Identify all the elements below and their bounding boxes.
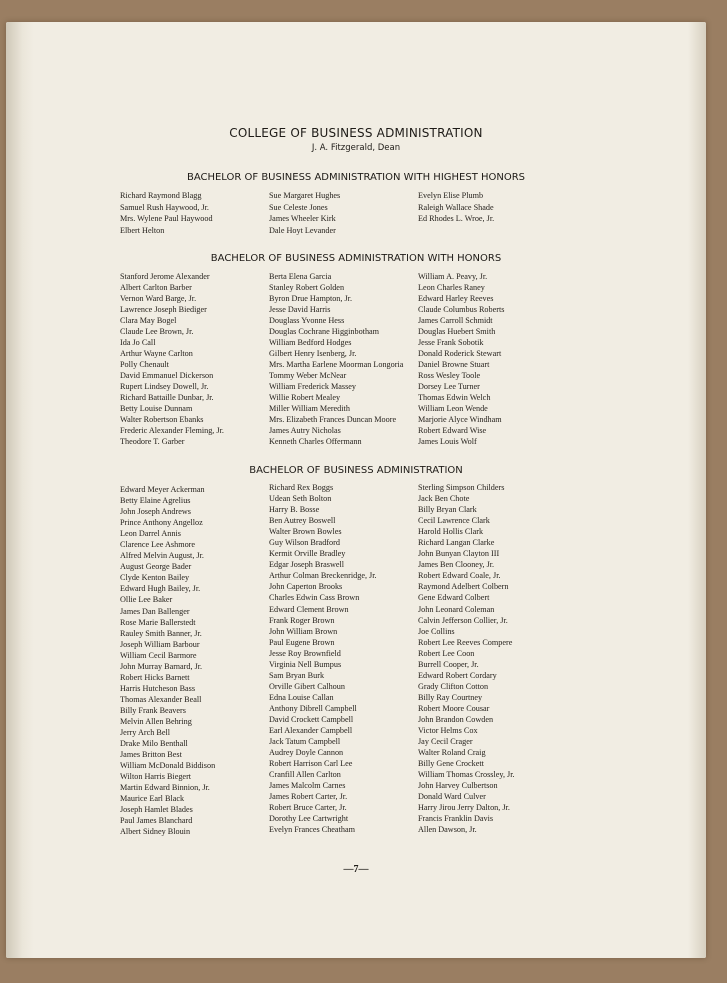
page-number: —7— — [343, 864, 369, 875]
graduate-name: Marjorie Alyce Windham — [418, 415, 502, 424]
graduate-name: Lawrence Joseph Biediger — [120, 305, 207, 314]
graduate-name: Jesse Frank Sobotik — [418, 338, 484, 347]
graduate-name: Joe Collins — [418, 626, 455, 636]
graduate-name: Edward Clement Brown — [269, 604, 349, 614]
graduate-name: Raymond Adelbert Colbern — [418, 582, 509, 592]
graduate-name: Richard Raymond Blagg — [120, 191, 202, 200]
graduate-name: Robert Lee Coon — [418, 648, 475, 658]
graduate-name: Billy Frank Beavers — [120, 705, 186, 715]
bachelor-column-3 — [418, 482, 515, 836]
graduate-name: Harry B. Bosse — [269, 505, 320, 515]
graduate-name: Walter Roland Craig — [418, 748, 486, 758]
graduate-name: Clyde Kenton Bailey — [120, 573, 190, 583]
graduate-name: Douglas Cochrane Higginbotham — [269, 327, 380, 336]
graduate-name: Kenneth Charles Offermann — [269, 437, 362, 446]
graduate-name: William Cecil Barmore — [120, 650, 197, 660]
graduate-name: Leon Darrel Annis — [120, 529, 181, 539]
graduate-name: John Leonard Coleman — [418, 604, 495, 614]
binding-gutter — [6, 22, 34, 958]
graduate-name: Guy Wilson Bradford — [269, 538, 340, 548]
graduate-name: John Caperton Brooks — [269, 582, 343, 592]
graduate-name: Sue Margaret Hughes — [269, 191, 341, 200]
highest-honors-column-2 — [269, 190, 340, 236]
graduate-name: Donald Ward Culver — [418, 792, 486, 802]
graduate-name: Alfred Melvin August, Jr. — [120, 551, 204, 561]
graduate-name: Billy Bryan Clark — [418, 505, 477, 515]
graduate-name: Evelyn Frances Cheatham — [269, 825, 355, 835]
highest-honors-column-3 — [418, 190, 494, 225]
graduate-name: Mrs. Wylene Paul Haywood — [120, 214, 213, 224]
graduate-name: David Emmanuel Dickerson — [120, 371, 214, 380]
graduate-name: Edward Robert Cordary — [418, 670, 497, 680]
dean-name: J. A. Fitzgerald, Dean — [311, 143, 401, 153]
graduate-name: Donald Roderick Stewart — [418, 349, 502, 358]
graduate-name: Edna Louise Callan — [269, 692, 334, 702]
graduate-name: Paul Eugene Brown — [269, 637, 335, 647]
graduate-name: Robert Bruce Carter, Jr. — [269, 803, 347, 813]
graduate-name: Sue Celeste Jones — [269, 202, 328, 212]
graduate-name: Robert Edward Wise — [418, 426, 487, 435]
graduate-name: Jay Cecil Crager — [418, 737, 473, 747]
graduate-name: Betty Elaine Agrelius — [120, 496, 191, 506]
graduate-name: Victor Helms Cox — [418, 726, 478, 736]
graduate-name: William A. Peavy, Jr. — [418, 272, 488, 281]
graduate-name: Claude Columbus Roberts — [418, 305, 505, 314]
graduate-name: James Dan Ballenger — [120, 606, 190, 616]
graduate-name: John Harvey Culbertson — [418, 781, 498, 791]
graduate-name: William Thomas Crossley, Jr. — [418, 770, 515, 780]
graduate-name: Evelyn Elise Plumb — [418, 191, 484, 200]
graduate-name: Dorothy Lee Cartwright — [269, 814, 349, 824]
graduate-name: Robert Lee Reeves Compere — [418, 637, 513, 647]
graduate-name: James Carroll Schmidt — [418, 316, 493, 325]
graduate-name: Allen Dawson, Jr. — [418, 825, 477, 835]
graduate-name: Edward Harley Reeves — [418, 294, 494, 303]
graduate-name: Willie Robert Mealey — [269, 393, 341, 402]
graduate-name: William Leon Wende — [418, 404, 488, 413]
graduate-name: Udean Seth Bolton — [269, 494, 332, 504]
graduate-name: James Wheeler Kirk — [269, 214, 336, 224]
bachelor-column-1 — [120, 484, 215, 838]
graduate-name: Claude Lee Brown, Jr. — [120, 327, 194, 336]
graduate-name: Prince Anthony Angelloz — [120, 518, 203, 528]
graduate-name: James Autry Nicholas — [269, 426, 341, 435]
graduate-name: Paul James Blanchard — [120, 816, 193, 826]
graduate-name: Daniel Browne Stuart — [418, 360, 490, 369]
graduate-name: William Frederick Massey — [269, 382, 356, 391]
graduate-name: Betty Louise Dunnam — [120, 404, 193, 413]
graduate-name: Walter Robertson Ebanks — [120, 415, 204, 424]
graduate-name: Miller William Meredith — [269, 404, 350, 413]
graduate-name: Polly Chenault — [120, 360, 169, 369]
graduate-name: Robert Harrison Carl Lee — [269, 759, 353, 769]
graduate-name: Robert Hicks Barnett — [120, 672, 190, 682]
graduate-name: Jack Ben Chote — [418, 494, 470, 504]
graduate-name: Cranfill Allen Carlton — [269, 770, 341, 780]
graduate-name: Rauley Smith Banner, Jr. — [120, 628, 202, 638]
graduate-name: Harry Jirou Jerry Dalton, Jr. — [418, 803, 510, 813]
graduate-name: David Crockett Campbell — [269, 714, 354, 724]
graduate-name: Elbert Helton — [120, 225, 165, 235]
graduate-name: Frederic Alexander Fleming, Jr. — [120, 426, 224, 435]
graduate-name: Mrs. Martha Earlene Moorman Longoria — [269, 360, 404, 369]
graduate-name: Cecil Lawrence Clark — [418, 516, 490, 526]
graduate-name: Byron Drue Hampton, Jr. — [269, 294, 353, 303]
graduate-name: Martin Edward Binnion, Jr. — [120, 783, 210, 793]
graduate-name: Earl Alexander Campbell — [269, 726, 353, 736]
graduate-name: Burrell Cooper, Jr. — [418, 659, 479, 669]
graduate-name: Robert Moore Cousar — [418, 703, 490, 713]
graduate-name: Melvin Allen Behring — [120, 716, 192, 726]
graduate-name: Albert Carlton Barber — [120, 283, 192, 292]
graduate-name: Walter Brown Bowles — [269, 527, 342, 537]
graduate-name: Billy Gene Crockett — [418, 759, 484, 769]
graduate-name: Jesse Roy Brownfield — [269, 648, 341, 658]
honors-column-3 — [418, 271, 504, 447]
graduate-name: Richard Battaille Dunbar, Jr. — [120, 393, 214, 402]
graduate-name: Jack Tatum Campbell — [269, 737, 341, 747]
graduate-name: John Murray Barnard, Jr. — [120, 661, 203, 671]
graduate-name: Harris Hutcheson Bass — [120, 683, 196, 693]
graduate-name: James Malcolm Carnes — [269, 781, 346, 791]
graduate-name: Ben Autrey Boswell — [269, 516, 336, 526]
graduate-name: Ross Wesley Toole — [418, 371, 481, 380]
graduate-name: Leon Charles Raney — [418, 283, 485, 292]
graduate-name: Ida Jo Call — [120, 338, 156, 347]
graduate-name: Charles Edwin Cass Brown — [269, 593, 360, 603]
honors-column-1 — [120, 271, 224, 447]
graduate-name: James Ben Clooney, Jr. — [418, 560, 495, 570]
graduate-name: Douglas Huebert Smith — [418, 327, 496, 336]
graduate-name: James Louis Wolf — [418, 437, 477, 446]
graduate-name: Vernon Ward Barge, Jr. — [120, 294, 197, 303]
graduate-name: John Joseph Andrews — [120, 507, 191, 517]
highest-honors-column-1 — [120, 190, 213, 236]
graduate-name: Calvin Jefferson Collier, Jr. — [418, 615, 508, 625]
graduate-name: Sam Bryan Burk — [269, 670, 325, 680]
graduate-name: Theodore T. Garber — [120, 437, 185, 446]
graduate-name: James Robert Carter, Jr. — [269, 792, 348, 802]
graduate-name: Mrs. Elizabeth Frances Duncan Moore — [269, 415, 397, 424]
graduate-name: Richard Langan Clarke — [418, 538, 495, 548]
graduate-name: Dale Hoyt Levander — [269, 225, 336, 235]
graduate-name: Kermit Orville Bradley — [269, 549, 346, 559]
graduate-name: Joseph Hamlet Blades — [120, 805, 193, 815]
page-edge — [688, 22, 706, 958]
graduate-name: Edward Hugh Bailey, Jr. — [120, 584, 201, 594]
graduate-name: Jesse David Harris — [269, 305, 331, 314]
graduate-name: Gene Edward Colbert — [418, 593, 490, 603]
graduate-name: John William Brown — [269, 626, 338, 636]
graduate-name: Sterling Simpson Childers — [418, 483, 505, 492]
graduate-name: Audrey Doyle Cannon — [269, 748, 344, 758]
graduate-name: Gilbert Henry Isenberg, Jr. — [269, 349, 357, 358]
graduate-name: Virginia Nell Bumpus — [269, 659, 342, 669]
highest-honors-heading: BACHELOR OF BUSINESS ADMINISTRATION WITH HIGHEST HONORS — [186, 172, 526, 183]
graduate-name: Arthur Wayne Carlton — [120, 349, 193, 358]
graduate-name: William McDonald Biddison — [120, 761, 216, 771]
graduate-name: Grady Clifton Cotton — [418, 681, 489, 691]
bachelor-column-2 — [269, 482, 377, 836]
graduate-name: Jerry Arch Bell — [120, 728, 171, 738]
graduate-name: Thomas Alexander Beall — [120, 694, 202, 704]
document-page — [6, 22, 706, 958]
college-title: COLLEGE OF BUSINESS ADMINISTRATION — [229, 126, 483, 140]
graduate-name: Harold Hollis Clark — [418, 527, 484, 537]
graduate-name: John Brandon Cowden — [418, 714, 494, 724]
graduate-name: Clarence Lee Ashmore — [120, 540, 196, 550]
graduate-name: Joseph William Barbour — [120, 639, 200, 649]
graduate-name: John Bunyan Clayton III — [418, 549, 500, 559]
graduate-name: Frank Roger Brown — [269, 615, 335, 625]
graduate-name: Raleigh Wallace Shade — [418, 202, 494, 212]
graduate-name: Albert Sidney Blouin — [120, 827, 191, 837]
graduate-name: Douglass Yvonne Hess — [269, 316, 345, 325]
graduate-name: Edward Meyer Ackerman — [120, 485, 205, 494]
graduate-name: Wilton Harris Biegert — [120, 772, 192, 782]
graduate-name: Clara May Bogel — [120, 316, 177, 325]
graduate-name: Dorsey Lee Turner — [418, 382, 480, 391]
graduate-name: Francis Franklin Davis — [418, 814, 494, 824]
graduate-name: Stanley Robert Golden — [269, 283, 345, 292]
graduate-name: Robert Edward Coale, Jr. — [418, 571, 501, 581]
graduate-name: Drake Milo Benthall — [120, 739, 188, 749]
graduate-name: Samuel Rush Haywood, Jr. — [120, 202, 209, 212]
graduate-name: August George Bader — [120, 562, 192, 572]
graduate-name: Rose Marie Ballerstedt — [120, 617, 196, 627]
graduate-name: Orville Gibert Calhoun — [269, 681, 345, 691]
graduate-name: Ed Rhodes L. Wroe, Jr. — [418, 214, 495, 224]
graduate-name: Thomas Edwin Welch — [418, 393, 491, 402]
graduate-name: Maurice Earl Black — [120, 794, 185, 804]
graduate-name: William Bedford Hodges — [269, 338, 352, 347]
bachelor-heading: BACHELOR OF BUSINESS ADMINISTRATION — [249, 465, 463, 476]
graduate-name: Richard Rex Boggs — [269, 483, 334, 492]
graduate-name: Ollie Lee Baker — [120, 595, 173, 605]
graduate-name: Anthony Dibrell Campbell — [269, 703, 357, 713]
honors-heading: BACHELOR OF BUSINESS ADMINISTRATION WITH HONORS — [210, 253, 502, 264]
graduate-name: Stanford Jerome Alexander — [120, 272, 210, 281]
graduate-name: Edgar Joseph Braswell — [269, 560, 345, 570]
graduate-name: Rupert Lindsey Dowell, Jr. — [120, 382, 209, 391]
graduate-name: Arthur Colman Breckenridge, Jr. — [269, 571, 377, 581]
honors-column-2 — [269, 271, 403, 447]
graduate-name: James Britton Best — [120, 750, 182, 760]
graduate-name: Berta Elena Garcia — [269, 272, 332, 281]
graduate-name: Tommy Weber McNear — [269, 371, 347, 380]
graduate-name: Billy Ray Courtney — [418, 692, 483, 702]
